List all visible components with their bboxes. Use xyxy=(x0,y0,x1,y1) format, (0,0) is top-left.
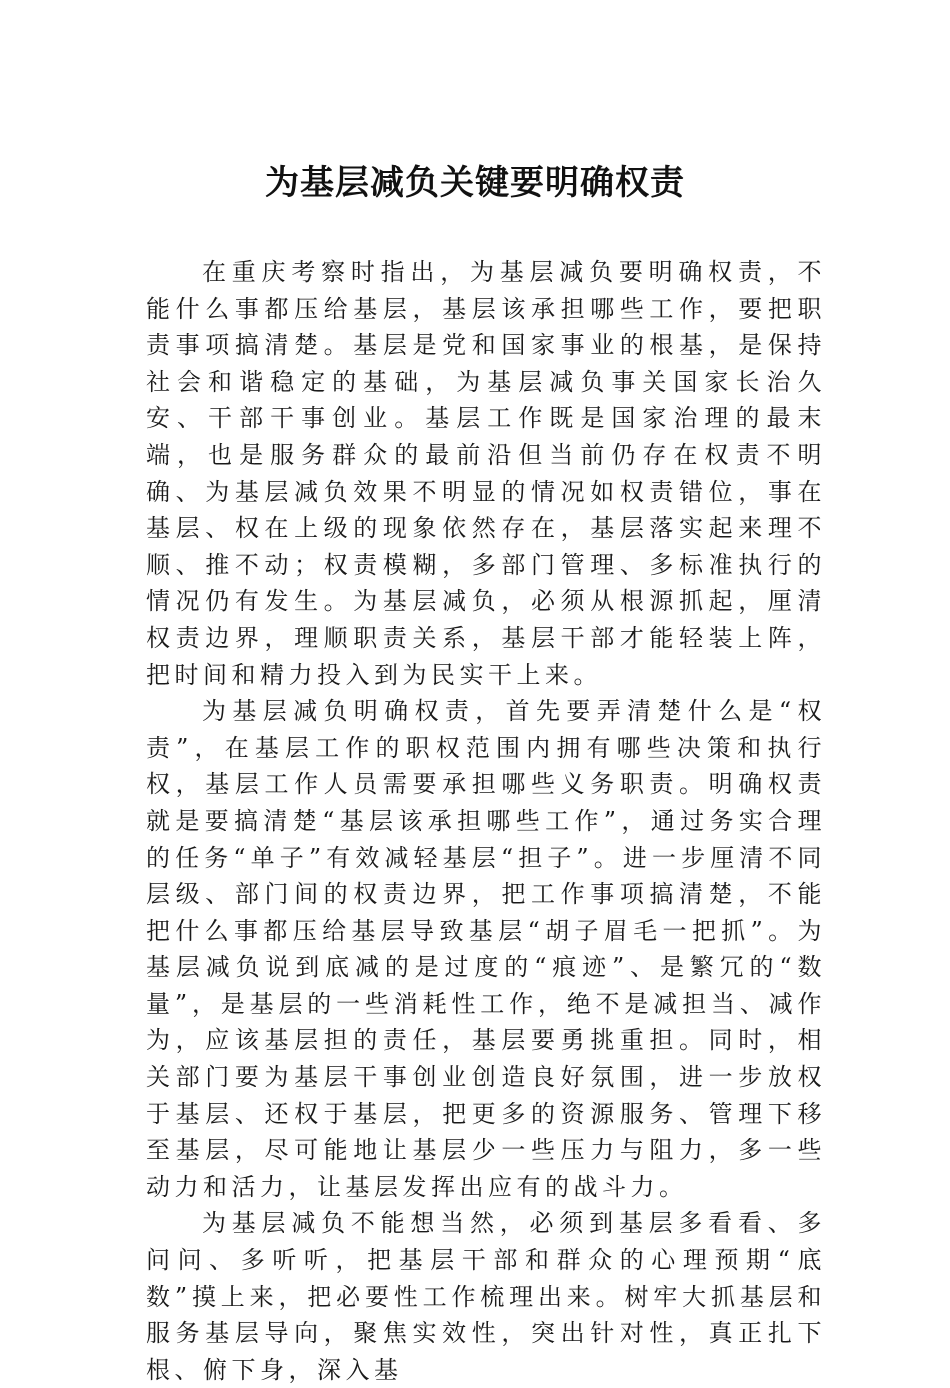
document-body xyxy=(146,254,826,1388)
document-title: 为基层减负关键要明确权责 xyxy=(265,163,685,203)
paragraph-2: 为基层减负明确权责，首先要弄清楚什么是“权责”，在基层工作的职权范围内拥有哪些决策和执行权，基层工作人员需要承担哪些义务职责。明确权责就是要搞清楚“基层该承担哪些工作”，通过务实合理的任务“单子”有效减轻基层“担子”。进一步厘清不同层级、部门间的权责边界，把工作事项搞清楚，不能把什么事都压给基层导致基层“胡子眉毛一把抓”。为基层减负说到底减的是过度的“痕迹”、是繁冗的“数量”，是基层的一些消耗性工作，绝不是减担当、减作为，应该基层担的责任，基层要勇挑重担。同时，相关部门要为基层干事创业创造良好氛围，进一步放权于基层、还权于基层，把更多的资源服务、管理下移至基层，尽可能地让基层少一些压力与阻力，多一些动力和活力，让基层发挥出应有的战斗力。 xyxy=(146,697,826,1201)
paragraph-1: 在重庆考察时指出，为基层减负要明确权责，不能什么事都压给基层，基层该承担哪些工作，要把职责事项搞清楚。基层是党和国家事业的根基，是保持社会和谐稳定的基础，为基层减负事关国家长治久安、干部干事创业。基层工作既是国家治理的最末端，也是服务群众的最前沿但当前仍存在权责不明确、为基层减负效果不明显的情况如权责错位，事在基层、权在上级的现象依然存在，基层落实起来理不顺、推不动；权责模糊，多部门管理、多标准执行的情况仍有发生。为基层减负，必须从根源抓起，厘清权责边界，理顺职责关系，基层干部才能轻装上阵，把时间和精力投入到为民实干上来。 xyxy=(146,258,826,689)
paragraph-3: 为基层减负不能想当然，必须到基层多看看、多问问、多听听，把基层干部和群众的心理预期“底数”摸上来，把必要性工作梳理出来。树牢大抓基层和服务基层导向，聚焦实效性，突出针对性，真正扎下根、俯下身，深入基 xyxy=(146,1209,826,1384)
